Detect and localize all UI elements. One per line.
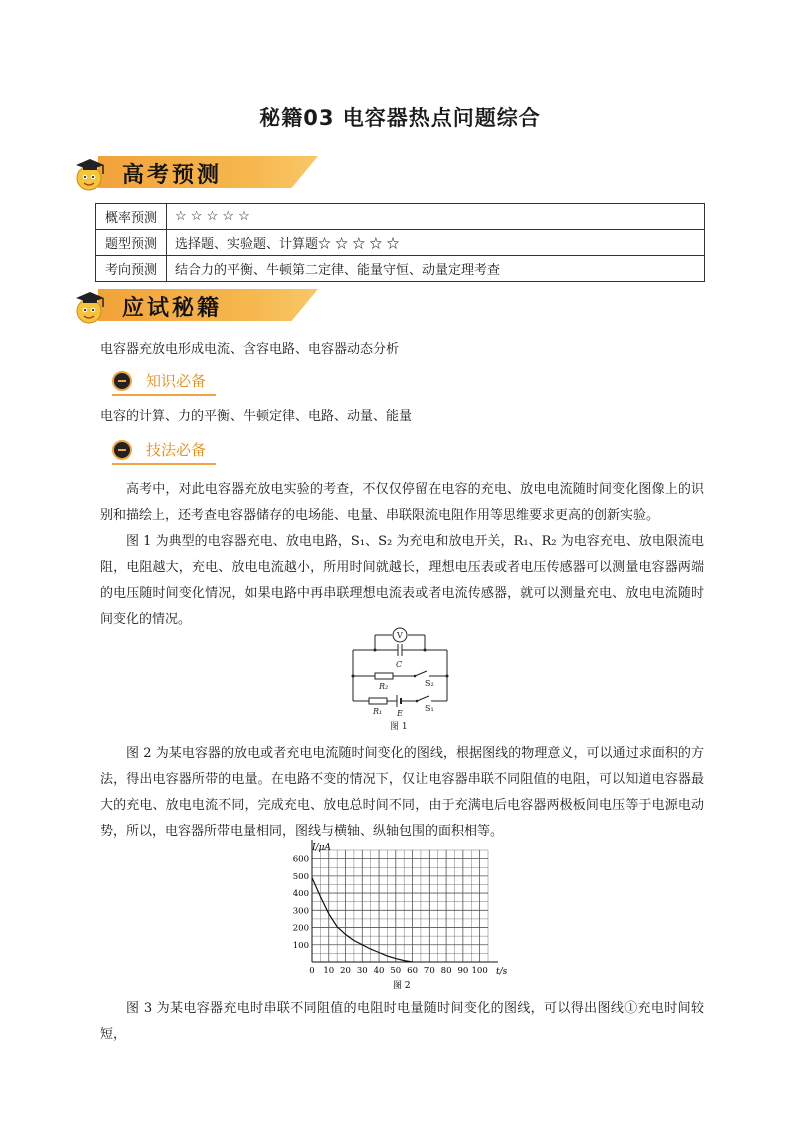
subhead-label: 技法必备: [146, 441, 207, 459]
x-tick-label: 50: [390, 966, 402, 976]
y-tick-label: 500: [292, 871, 309, 882]
subhead-skills: [112, 438, 222, 464]
subhead-underline: [112, 463, 216, 465]
paragraph-2: 图 1 为典型的电容器充电、放电电路，S₁、S₂ 为充电和放电开关，R₁、R₂ 为电容充电、放电限流电阻，电阻越大，充电、放电电流越小，所用时间就越长，理想电压表或者电压传感器可以测量电容器两端的电压随时间变化情况，如果电路中再串联理想电流表或者电流传感器，就可以测量充电、放电电流随时间变化的情况。: [100, 534, 704, 627]
y-axis-label: I/μA: [312, 843, 331, 853]
y-tick-label: 600: [292, 854, 309, 865]
r1-label: R₁: [373, 707, 383, 716]
banner-title: 应试秘籍: [122, 296, 223, 321]
chart-ticks: [293, 855, 488, 976]
subhead-label: 知识必备: [146, 372, 207, 390]
paragraph-3: 图 2 为某电容器的放电或者充电电流随时间变化的图线，根据图线的物理意义，可以通过求面积的方法，得出电容器所带的电量。在电路不变的情况下，仅让电容器串联不同阻值的电阻，可以知道电容器最大的充电、放电电流不同，完成充电、放电总时间不同，由于充满电后电容器两极板间电压等于电源电动势，所以，电容器所带电量相同，图线与横轴、纵轴包围的面积相等。: [100, 746, 704, 839]
x-tick-label: 90: [457, 966, 469, 976]
disc-icon: [112, 371, 132, 391]
x-tick-label: 10: [323, 966, 335, 976]
graduate-mascot-icon: [70, 285, 110, 325]
x-tick-label: 40: [373, 966, 385, 976]
r2-label: R₂: [379, 682, 389, 691]
subhead-underline: [112, 394, 216, 396]
x-tick-label: 60: [407, 966, 418, 976]
graduate-mascot-icon: [70, 152, 110, 192]
section-banner-forecast: [70, 152, 330, 192]
y-tick-label: 100: [292, 940, 309, 951]
x-tick-label: 0: [309, 966, 315, 976]
forecast-table: [95, 203, 705, 282]
x-tick-label: 80: [440, 966, 452, 976]
table-value: 选择题、实验题、计算题☆ ☆ ☆ ☆ ☆: [167, 230, 705, 256]
paragraph-1: 高考中，对此电容器充放电实验的考查，不仅仅停留在电容的充电、放电电流随时间变化图像上的识别和描绘上，还考查电容器储存的电场能、电量、串联限流电阻作用等思维要求更高的创新实验。: [100, 482, 704, 523]
table-key: 考向预测: [96, 256, 167, 282]
intro-text: 电容器充放电形成电流、含容电路、电容器动态分析: [100, 342, 400, 357]
knowledge-text: 电容的计算、力的平衡、牛顿定律、电路、动量、能量: [100, 409, 413, 424]
table-row: [96, 204, 705, 230]
table-key: 题型预测: [96, 230, 167, 256]
banner-title: 高考预测: [122, 163, 223, 188]
x-tick-label: 20: [340, 966, 351, 976]
current-time-chart: [280, 836, 520, 992]
table-row: [96, 230, 705, 256]
circuit-figure-1: [345, 625, 455, 737]
table-value: ☆ ☆ ☆ ☆ ☆: [167, 204, 705, 230]
s1-label: S₁: [425, 704, 434, 713]
voltmeter-label: V: [397, 631, 403, 640]
x-axis-label: t/s: [496, 967, 508, 977]
subhead-knowledge: [112, 369, 222, 395]
section-banner-secrets: [70, 285, 330, 325]
x-tick-label: 70: [423, 966, 435, 976]
paragraph-4: 图 3 为某电容器充电时串联不同阻值的电阻时电量随时间变化的图线，可以得出图线①充电时间较短，: [100, 1001, 704, 1042]
x-tick-label: 100: [471, 966, 488, 976]
capacitor-label: C: [396, 660, 403, 669]
e-label: E: [397, 709, 403, 718]
y-tick-label: 200: [292, 923, 309, 934]
chart-grid: [312, 850, 488, 962]
table-key: 概率预测: [96, 204, 167, 230]
table-row: [96, 256, 705, 282]
y-tick-label: 400: [292, 889, 309, 900]
table-value: 结合力的平衡、牛顿第二定律、能量守恒、动量定理考查: [167, 256, 705, 282]
disc-icon: [112, 440, 132, 460]
y-tick-label: 300: [292, 906, 309, 917]
figure-2-caption: 图 2: [393, 981, 411, 991]
x-tick-label: 30: [356, 966, 368, 976]
figure-1-caption: 图 1: [390, 722, 408, 732]
s2-label: S₂: [425, 679, 434, 688]
page-title: 秘籍03 电容器热点问题综合: [259, 106, 541, 130]
